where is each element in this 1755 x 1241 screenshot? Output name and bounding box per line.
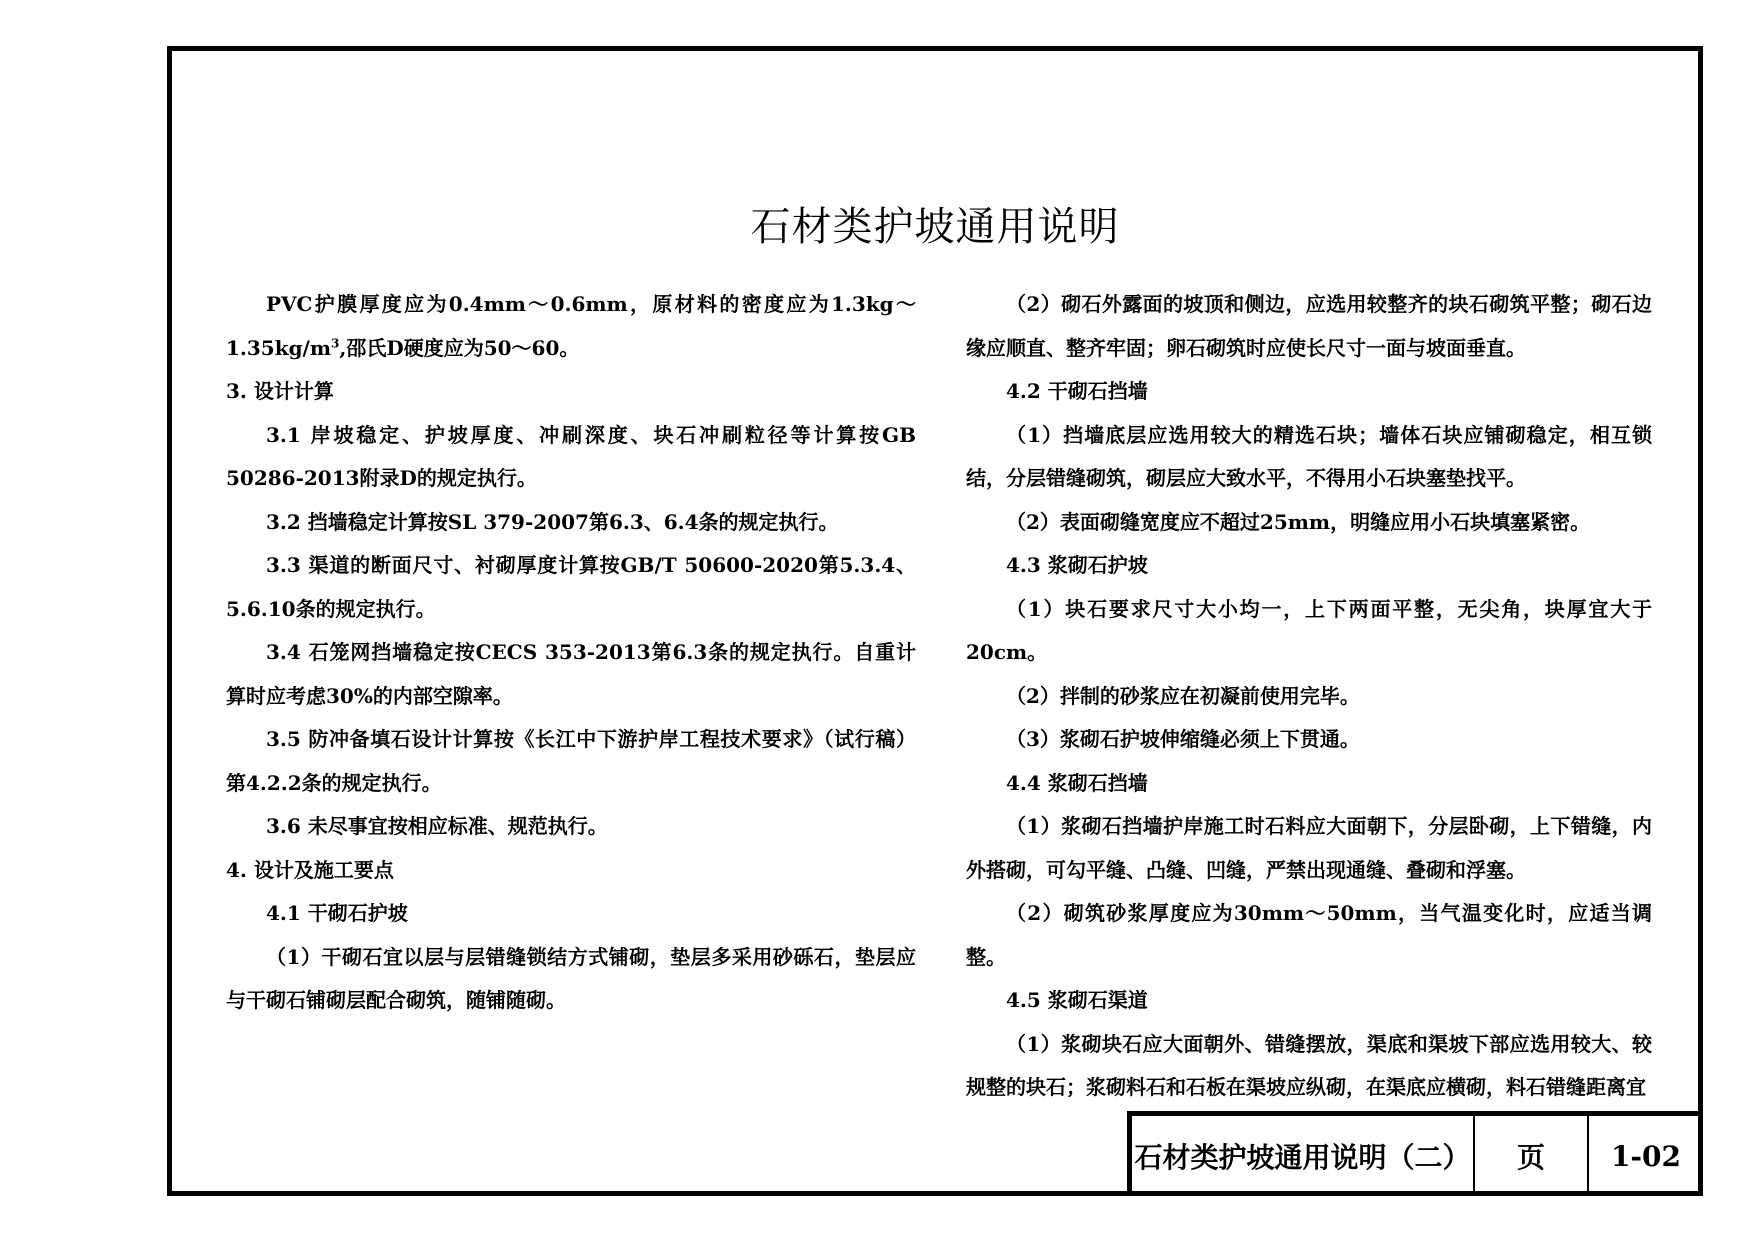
- heading-4-5: 4.5 浆砌石渠道: [1006, 988, 1148, 1012]
- paragraph-3-6: 3.6 未尽事宜按相应标准、规范执行。: [266, 814, 608, 838]
- heading-3: 3. 设计计算: [226, 379, 334, 403]
- paragraph-3-3: 3.3 渠道的断面尺寸、衬砌厚度计算按GB/T 50600-2020第5.3.4、5.6.10条的规定执行。: [226, 553, 916, 621]
- pvc-text-a: PVC护膜厚度应为0.4mm～0.6mm，原材料的密度应为1.3kg～1.35kg/m: [226, 292, 916, 360]
- paragraph-4-2-2: （2）表面砌缝宽度应不超过25mm，明缝应用小石块填塞紧密。: [1006, 509, 1591, 534]
- title-block: [1127, 1111, 1703, 1196]
- paragraph-4-4-2: （2）砌筑砂浆厚度应为30mm～50mm，当气温变化时，应适当调整。: [966, 901, 1652, 969]
- paragraph-4-5-1: （1）浆砌块石应大面朝外、错缝摆放，渠底和渠坡下部应选用较大、较规整的块石；浆砌料石和石板在渠坡应纵砌，在渠底应横砌，料石错缝距离宜: [966, 1031, 1652, 1099]
- paragraph-3-1: 3.1 岸坡稳定、护坡厚度、冲刷深度、块石冲刷粒径等计算按GB 50286-2013附录D的规定执行。: [226, 422, 916, 490]
- pvc-text-b: ,邵氏D硬度应为50～60。: [339, 335, 580, 360]
- heading-4-4: 4.4 浆砌石挡墙: [1006, 770, 1148, 795]
- paragraph-4-3-1: （1）块石要求尺寸大小均一，上下两面平整，无尖角，块厚宜大于20cm。: [966, 596, 1652, 664]
- paragraph-4-3-2: （2）拌制的砂浆应在初凝前使用完毕。: [1006, 683, 1360, 708]
- page-title: 石材类护坡通用说明: [750, 204, 1120, 250]
- paragraph-4-1-2: （2）砌石外露面的坡顶和侧边，应选用较整齐的块石砌筑平整；砌石边缘应顺直、整齐牢固；卵石砌筑时应使长尺寸一面与坡面垂直。: [966, 292, 1652, 360]
- heading-4-2: 4.2 干砌石挡墙: [1006, 379, 1148, 403]
- title-block-drawing-name: 石材类护坡通用说明（二）: [1132, 1116, 1475, 1196]
- paragraph-4-1-1: （1）干砌石宜以层与层错缝锁结方式铺砌，垫层多采用砂砾石，垫层应与干砌石铺砌层配合砌筑，随铺随砌。: [226, 944, 916, 1012]
- paragraph-3-5: 3.5 防冲备填石设计计算按《长江中下游护岸工程技术要求》（试行稿）第4.2.2条的规定执行。: [226, 727, 916, 795]
- paragraph-4-4-1: （1）浆砌石挡墙护岸施工时石料应大面朝下，分层卧砌，上下错缝，内外搭砌，可勾平缝、凸缝、凹缝，严禁出现通缝、叠砌和浮塞。: [966, 814, 1652, 882]
- paragraph-3-4: 3.4 石笼网挡墙稳定按CECS 353-2013第6.3条的规定执行。自重计算时应考虑30%的内部空隙率。: [226, 640, 916, 708]
- left-column: [226, 283, 916, 1023]
- pvc-superscript: 3: [331, 335, 340, 350]
- title-block-page-number: 1-02: [1610, 1139, 1682, 1173]
- heading-4: 4. 设计及施工要点: [226, 857, 394, 882]
- right-column: [966, 283, 1652, 1110]
- paragraph-4-3-3: （3）浆砌石护坡伸缩缝必须上下贯通。: [1006, 727, 1360, 751]
- heading-4-3: 4.3 浆砌石护坡: [1006, 553, 1148, 577]
- title-block-page-label: 页: [1475, 1116, 1589, 1196]
- paragraph-4-2-1: （1）挡墙底层应选用较大的精选石块；墙体石块应铺砌稳定，相互锁结，分层错缝砌筑，砌层应大致水平，不得用小石块塞垫找平。: [966, 422, 1652, 490]
- paragraph-3-2: 3.2 挡墙稳定计算按SL 379-2007第6.3、6.4条的规定执行。: [266, 509, 839, 534]
- heading-4-1: 4.1 干砌石护坡: [266, 901, 408, 925]
- paragraph-pvc: [226, 283, 916, 370]
